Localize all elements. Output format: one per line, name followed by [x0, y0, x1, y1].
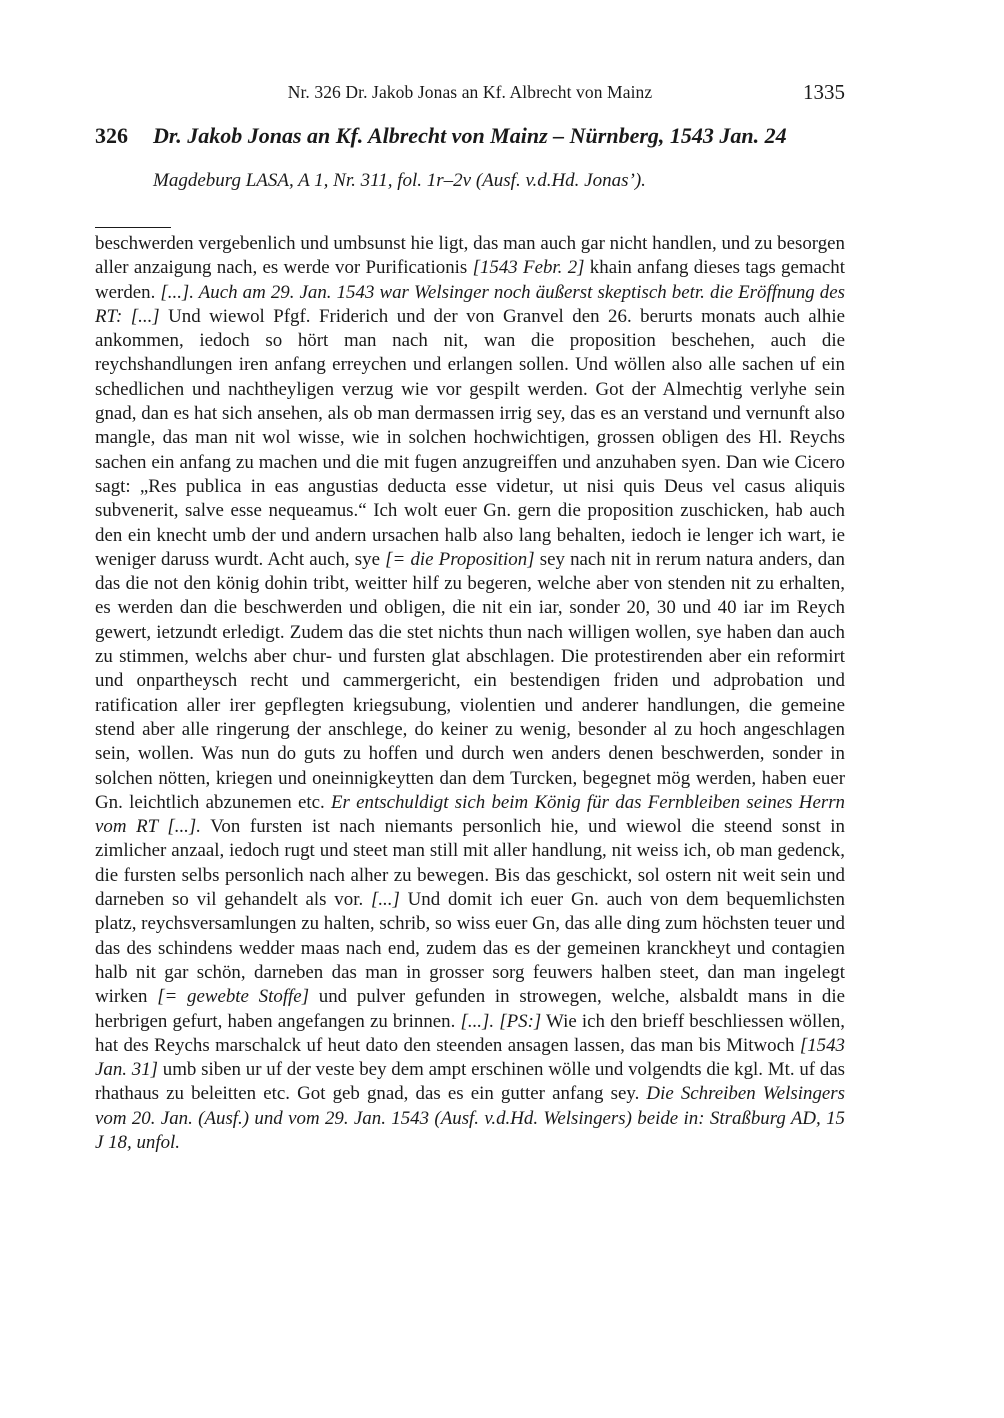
editorial-note: [1543 Febr. 2]	[472, 257, 585, 279]
editorial-note: [= die Proposition]	[385, 548, 535, 570]
running-head-title: Nr. 326 Dr. Jakob Jonas an Kf. Albrecht von Mainz	[287, 82, 653, 102]
body-text-segment: beschwerden vergebenlich und umbsunst hie ligt, das man auch gar nicht handlen, und zu besorgen aller anzaigung nach, es werde vor Purificationis	[95, 233, 845, 279]
editorial-note: [1543 Jan. 31]	[95, 1034, 845, 1081]
body-text-segment: Und domit ich euer Gn. auch von dem bequemlichsten platz, reychsversamlungen zu halten, schrib, so wiss euer Gn, das alle ding zum höchsten teuer und das des schindens wedder maas nach end, zudem das es der gemeinen kranckheyt und contagien halb nit gar schön, darneben das man in grosser sorg feuwers halben steet, dan man ingelegt wirken	[95, 889, 846, 1008]
editorial-note: [...]	[370, 889, 400, 911]
body-text-segment: khain anfang dieses tags gemacht werden.	[95, 257, 845, 303]
body-text-segment: sey nach nit in rerum natura anders, dan das die not den könig dohin tribt, weitter hilf zu begeren, welche aber von stenden nit zu erhalten, es werden dan die beschwerden und obligen, die nit ein iar, sonder 20, 30 und 40 iar im Reych gewert, ietzundt erledigt. Zudem das die stet nichts thun nach willigen wollen, sye haben dan auch zu stimmen, welchs aber chur- und fursten glat abschlagen. Die protestirenden aber ein reformirt und onpartheysch recht und cammergericht, ein bestendigen friden und adprobation und ratification aller irer gepflegten kriegsubung, violentien und anderer handlungen, die gemeine stend aber alle ringerung der anschlege, do keiner zu wenig, besonder al zu hoch angeschlagen sein, wollen. Was nun do guts zu hoffen und durch wen anders denen beschwerden, sonder in solchen nötten, kriegen und oneinnigkeytten dan dem Turcken, begegnet mög werden, haben euer Gn. leichtlich abzunemen etc.	[95, 548, 845, 813]
footnote-rule	[95, 227, 171, 228]
source-citation: Magdeburg LASA, A 1, Nr. 311, fol. 1r–2v (Ausf. v.d.Hd. Jonas’).	[153, 170, 646, 191]
running-head	[95, 80, 845, 108]
body-text-segment: Wie ich den brieff beschliessen wöllen, hat des Reychs marschalck uf heut dato den steenden ansagen lassen, das man bis Mitwoch	[95, 1010, 845, 1056]
body-text-segment: Und wiewol Pfgf. Friderich und der von Granvel den 26. berurts monats auch alhie ankommen, iedoch so hört man nach nit, wan die proposition beschehen, auch die reychshandlungen iren anfang erreychen und erlangen sollen. Und wöllen also alle sachen uf ein schedlichen und nachtheyligen verzug wie vor gespilt werden. Got der Almechtig verlyhe sein gnad, dan es hat sich ansehen, als ob man dermassen irrig sey, das es an verstand und vernunft also mangle, das man nit wol wisse, wie in solchen hochwichtigen, grossen obligen des Hl. Reychs sachen ein anfang zu machen und die mit fugen anzugreiffen und anzuhaben syen. Dan wie Cicero sagt: „Res publica in eas angustias deducta esse videtur, ut nisi quis Deus vel casus aliquis subvenerit, salve esse nequeamus.“ Ich wolt euer Gn. gern die proposition zuschicken, hab auch den ein knecht umb der und andern ursachen halb also lang behalten, iedoch ie lenger ich wart, ie weniger daruss wurdt. Acht auch, sye	[95, 305, 845, 570]
body-text-segment: umb siben ur uf der veste bey dem ampt erschinen wölle und volgendts die kgl. Mt. uf das rhathaus zu beleitten etc. Got geb gnad, das es ein gutter anfang sey.	[95, 1059, 846, 1105]
document-body	[95, 232, 845, 1155]
body-text-segment: und pulver gefunden in strowegen, welche, alsbaldt mans in die herbrigen gefurt, haben angefangen zu brinnen.	[95, 986, 845, 1032]
editorial-note: [= gewebte Stoffe]	[157, 986, 310, 1008]
document-number: 326	[95, 123, 128, 148]
body-text-segment: Von fursten ist nach niemants personlich hie, und wiewol die steend sonst in zimlicher anzaal, iedoch rugt und steet man still mit aller handlung, nit weiss ich, ob man gedenck, die fursten selbs personlich nach alher zu bewegen. Bis das geschickt, sol ostern nit weit sein und darneben so vil gehandelt als vor.	[95, 816, 845, 911]
editorial-note: Er entschuldigt sich beim König für das Fernbleiben seines Herrn vom RT [...].	[95, 791, 845, 838]
document-heading	[95, 123, 855, 149]
document-title: Dr. Jakob Jonas an Kf. Albrecht von Mainz – Nürnberg, 1543 Jan. 24	[153, 123, 787, 148]
editorial-note: [...]. Auch am 29. Jan. 1543 war Welsinger noch äußerst skeptisch betr. die Eröffnung des RT: [...]	[95, 281, 845, 327]
page-number: 1335	[803, 80, 845, 104]
editorial-note: Die Schreiben Welsingers vom 20. Jan. (Ausf.) und vom 29. Jan. 1543 (Ausf. v.d.Hd. Welsingers) beide in: Straßburg AD, 15 J 18, unfol.	[95, 1083, 845, 1153]
editorial-note: [...]. [PS:]	[460, 1010, 542, 1032]
